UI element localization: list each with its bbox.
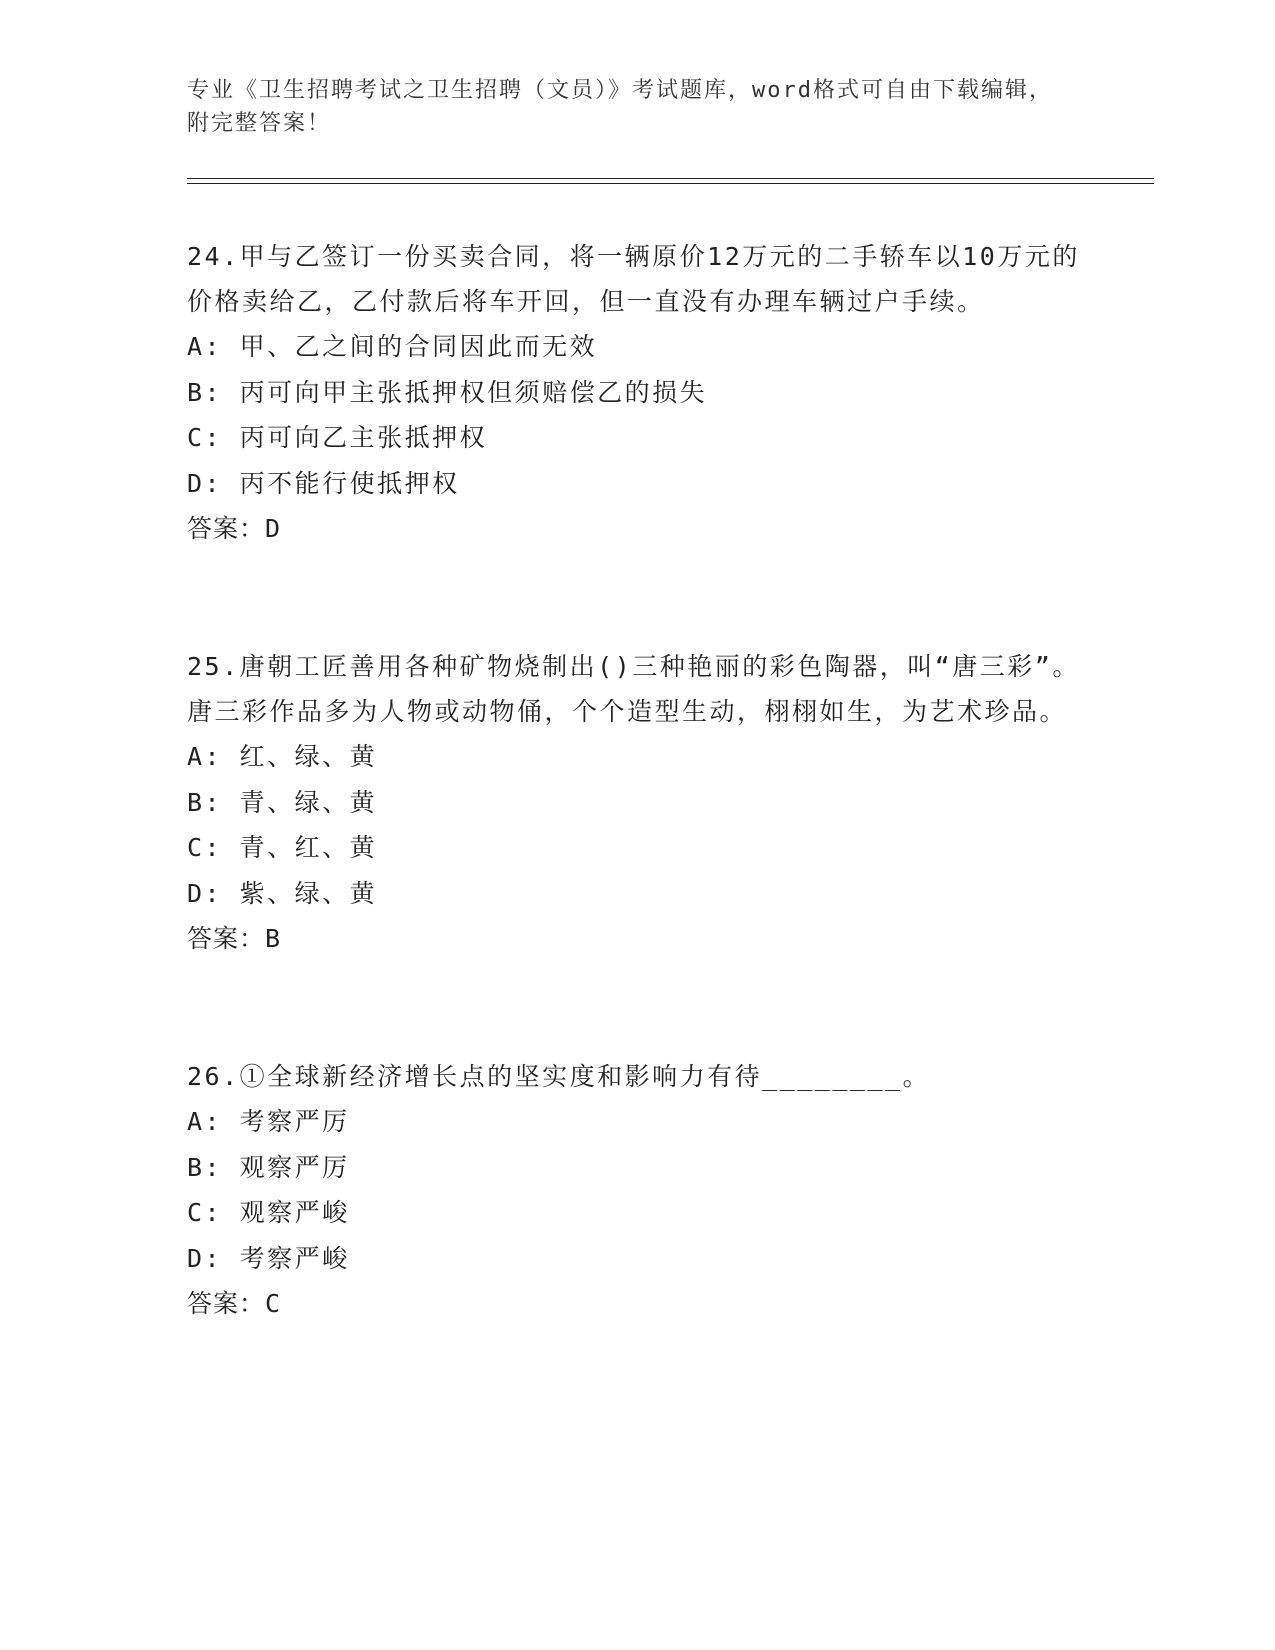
question-24 <box>187 234 1087 552</box>
option-key: B: <box>187 1152 223 1182</box>
option-key: B: <box>187 377 223 407</box>
answer-line <box>187 1281 1087 1327</box>
question-stem: 25.唐朝工匠善用各种矿物烧制出()三种艳丽的彩色陶器，叫“唐三彩”。唐三彩作品多为人物或动物俑，个个造型生动，栩栩如生，为艺术珍品。 <box>187 652 1080 726</box>
option-b <box>187 780 1087 826</box>
option-c <box>187 825 1087 871</box>
option-text: 丙不能行使抵押权 <box>239 468 460 498</box>
option-d <box>187 871 1087 917</box>
option-text: 观察严峻 <box>239 1198 350 1227</box>
option-text: 考察严峻 <box>239 1243 350 1273</box>
answer-label: 答案： <box>187 924 266 953</box>
option-text: 青、绿、黄 <box>239 787 378 817</box>
option-text: 青、红、黄 <box>239 833 378 862</box>
option-c <box>187 1190 1087 1236</box>
option-key: D: <box>187 468 223 498</box>
option-text: 观察严厉 <box>239 1152 350 1182</box>
option-a <box>187 734 1087 780</box>
option-b <box>187 1145 1087 1191</box>
header-divider-bottom <box>187 183 1154 184</box>
option-b <box>187 370 1087 416</box>
answer-value: C <box>265 1289 282 1318</box>
option-text: 紫、绿、黄 <box>239 878 378 908</box>
option-text: 红、绿、黄 <box>239 742 378 771</box>
option-key: C: <box>187 1198 223 1227</box>
option-text: 丙可向甲主张抵押权但须赔偿乙的损失 <box>239 377 708 407</box>
answer-value: B <box>265 924 282 953</box>
option-text: 考察严厉 <box>239 1107 350 1136</box>
option-text: 甲、乙之间的合同因此而无效 <box>239 332 598 361</box>
option-d <box>187 1236 1087 1282</box>
question-25 <box>187 644 1087 962</box>
option-key: D: <box>187 1243 223 1273</box>
option-key: A: <box>187 742 223 771</box>
option-key: A: <box>187 332 223 361</box>
option-key: C: <box>187 423 223 452</box>
question-stem: 24.甲与乙签订一份买卖合同，将一辆原价12万元的二手轿车以10万元的价格卖给乙，乙付款后将车开回，但一直没有办理车辆过户手续。 <box>187 242 1080 316</box>
option-text: 丙可向乙主张抵押权 <box>239 423 488 452</box>
answer-value: D <box>265 514 282 543</box>
option-a <box>187 324 1087 370</box>
option-key: C: <box>187 833 223 862</box>
question-26 <box>187 1054 1087 1327</box>
answer-line <box>187 506 1087 552</box>
answer-line <box>187 916 1087 962</box>
option-d <box>187 461 1087 507</box>
option-key: D: <box>187 878 223 908</box>
answer-label: 答案： <box>187 514 266 543</box>
option-key: A: <box>187 1107 223 1136</box>
option-a <box>187 1099 1087 1145</box>
question-stem: 26.①全球新经济增长点的坚实度和影响力有待________。 <box>187 1062 931 1091</box>
answer-label: 答案： <box>187 1289 266 1318</box>
option-key: B: <box>187 787 223 817</box>
header-divider-top <box>187 178 1154 179</box>
document-header: 专业《卫生招聘考试之卫生招聘（文员）》考试题库，word格式可自由下载编辑，附完整答案！ <box>187 78 1053 136</box>
option-c <box>187 415 1087 461</box>
